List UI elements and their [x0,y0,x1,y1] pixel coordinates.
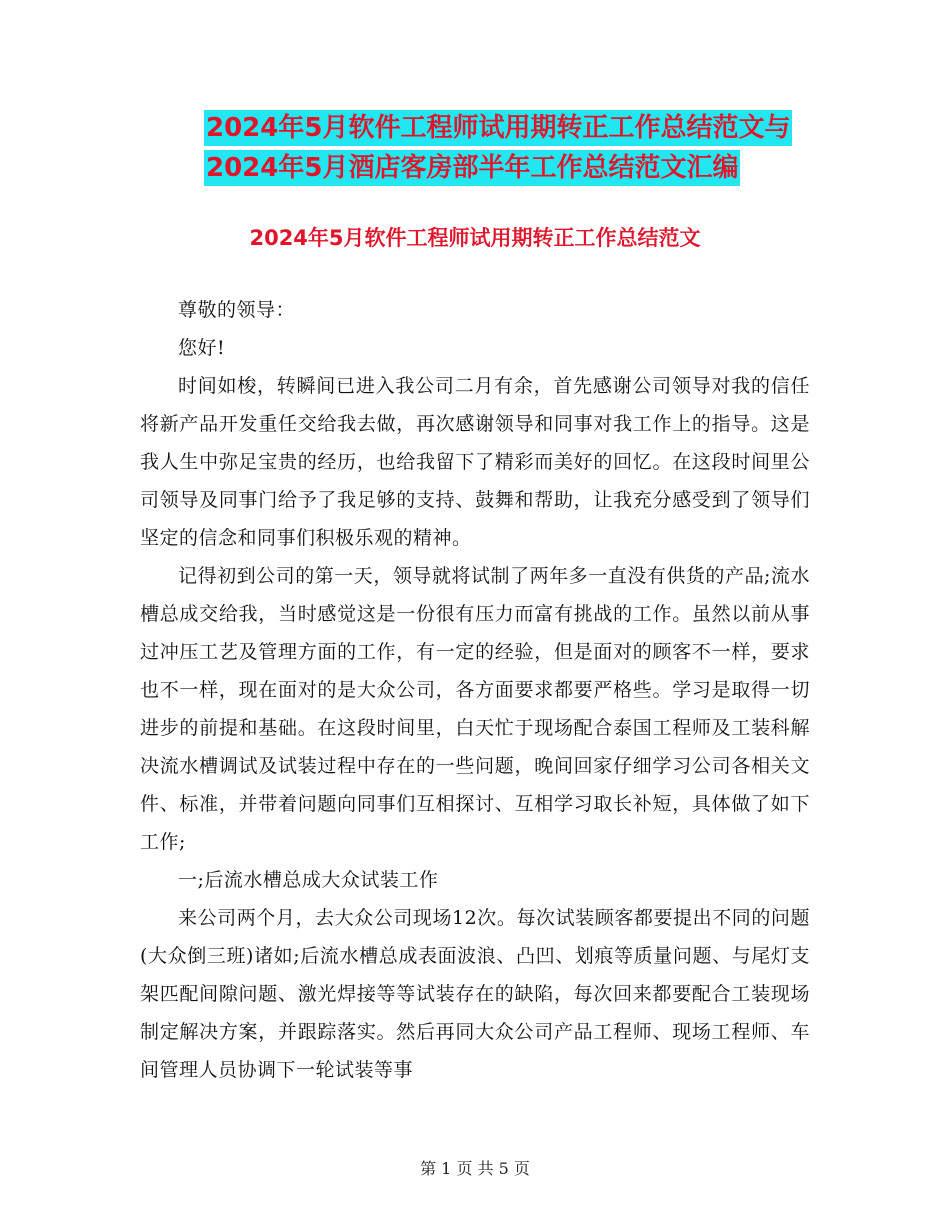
document-title [204,110,804,190]
salutation: 尊敬的领导： [178,299,296,321]
document-body [140,291,810,1089]
section-heading: 2024年5月软件工程师试用期转正工作总结范文 [249,226,701,250]
title-line-2: 2024年5月酒店客房部半年工作总结范文汇编 [204,150,740,186]
greeting: 您好! [178,337,226,359]
paragraph: 来公司两个月，去大众公司现场12次。每次试装顾客都要提出不同的问题(大众倒三班)诸如;后流水槽总成表面波浪、凸凹、划痕等质量问题、与尾灯支架匹配间隙问题、激光焊接等等试装存在的缺陷，每次回来都要配合工装现场制定解决方案，并跟踪落实。然后再同大众公司产品工程师、现场工程师、车间管理人员协调下一轮试装等事 [140,907,810,1081]
paragraph: 记得初到公司的第一天，领导就将试制了两年多一直没有供货的产品;流水槽总成交给我，当时感觉这是一份很有压力而富有挑战的工作。虽然以前从事过冲压工艺及管理方面的工作，有一定的经验，但是面对的顾客不一样，要求也不一样，现在面对的是大众公司，各方面要求都要严格些。学习是取得一切进步的前提和基础。在这段时间里，白天忙于现场配合泰国工程师及工装科解决流水槽调试及试装过程中存在的一些问题，晚间回家仔细学习公司各相关文件、标准，并带着问题向同事们互相探讨、互相学习取长补短，具体做了如下工作; [140,565,810,853]
paragraph: 时间如梭，转瞬间已进入我公司二月有余，首先感谢公司领导对我的信任将新产品开发重任交给我去做，再次感谢领导和同事对我工作上的指导。这是我人生中弥足宝贵的经历，也给我留下了精彩而美好的回忆。在这段时间里公司领导及同事门给予了我足够的支持、鼓舞和帮助，让我充分感受到了领导们坚定的信念和同事们积极乐观的精神。 [140,375,810,549]
section-item: 一;后流水槽总成大众试装工作 [178,869,439,891]
title-line-1: 2024年5月软件工程师试用期转正工作总结范文与 [204,110,792,146]
page-number: 第 1 页 共 5 页 [420,1159,530,1178]
